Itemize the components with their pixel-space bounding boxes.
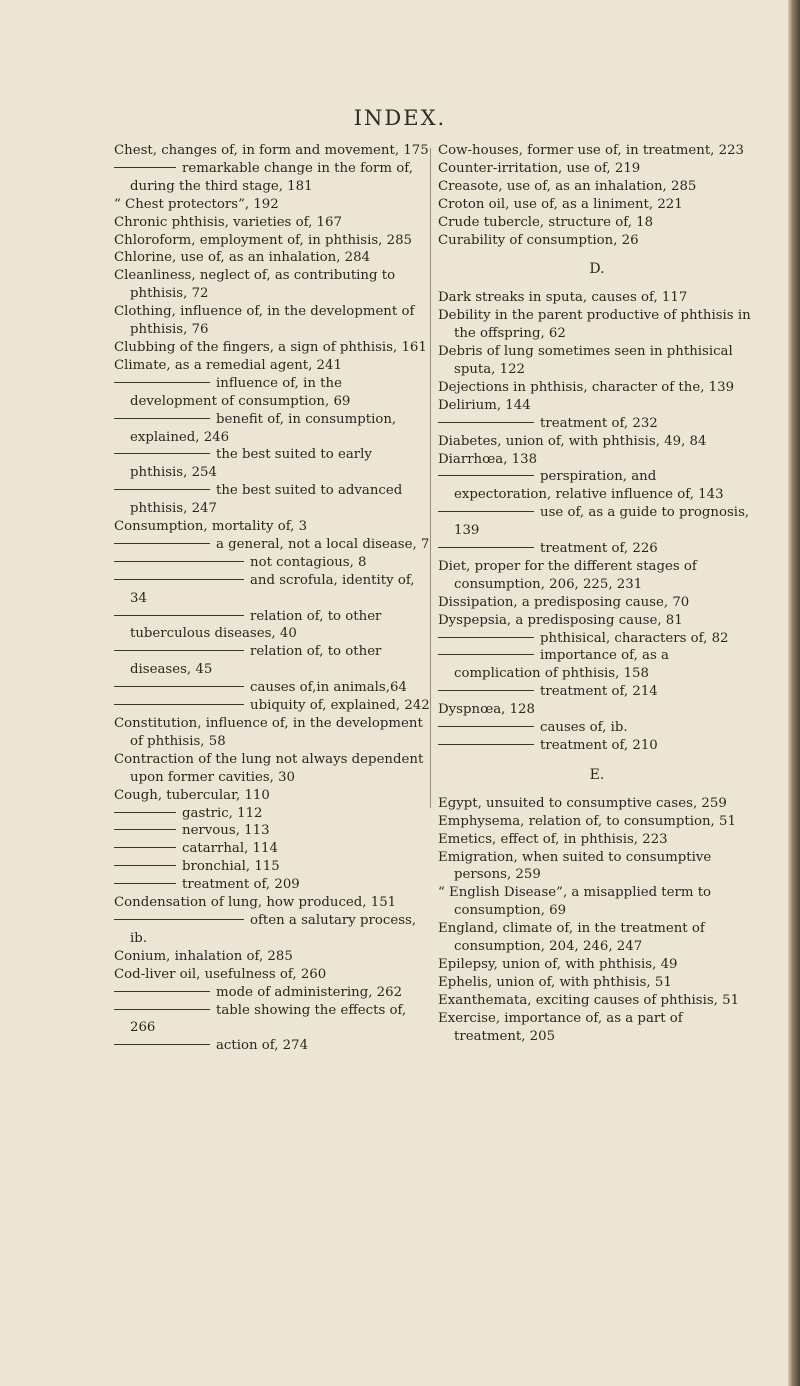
ditto-dash (114, 615, 244, 616)
section-letter: D. (589, 261, 605, 278)
index-entry (114, 232, 432, 250)
ditto-dash (114, 991, 210, 992)
ditto-dash (114, 919, 244, 920)
index-entry (438, 289, 756, 307)
index-entry (438, 612, 756, 630)
ditto-dash (114, 1009, 210, 1010)
index-entry (438, 142, 756, 160)
index-entry (438, 415, 756, 433)
index-entry (438, 540, 756, 558)
index-entry-text: Cleanliness, neglect of, as contributing to phthisis, 72 (114, 268, 396, 302)
index-entry (114, 876, 432, 894)
index-entry (438, 813, 756, 831)
index-entry (114, 751, 432, 787)
index-entry (114, 912, 432, 948)
index-entry-text: importance of, as a complication of phthisis, 158 (454, 648, 669, 682)
index-entry-text: treatment of, 214 (540, 684, 658, 700)
index-entry (114, 357, 432, 375)
index-entry (438, 1010, 756, 1046)
index-entry (438, 831, 756, 849)
index-entry (114, 214, 432, 232)
index-entry (114, 554, 432, 572)
ditto-dash (114, 1044, 210, 1045)
ditto-dash (438, 547, 534, 548)
index-entry (438, 683, 756, 701)
index-entry (114, 482, 432, 518)
index-entry (438, 719, 756, 737)
index-entry-text: a general, not a local disease, 7 (216, 536, 430, 552)
index-entry-text: remarkable change in the form of, during the third stage, 181 (130, 160, 413, 194)
index-entry (438, 379, 756, 397)
index-entry (438, 178, 756, 196)
index-entry (114, 518, 432, 536)
ditto-dash (438, 511, 534, 512)
index-entry-text: Chlorine, use of, as an inhalation, 284 (114, 250, 371, 266)
index-entry (114, 142, 432, 160)
ditto-dash (114, 812, 176, 813)
index-entry (114, 249, 432, 267)
index-entry-text: Climate, as a remedial agent, 241 (114, 357, 342, 373)
index-entry (114, 160, 432, 196)
ditto-dash (438, 726, 534, 727)
index-entry (114, 966, 432, 984)
index-entry-text: treatment of, 232 (540, 415, 658, 431)
index-entry-text: Emigration, when suited to consumptive persons, 259 (438, 849, 712, 883)
index-entry-text: the best suited to advanced phthisis, 247 (130, 483, 403, 517)
index-entry-text: Dyspepsia, a predisposing cause, 81 (438, 612, 683, 628)
index-entry (114, 267, 432, 303)
ditto-dash (114, 489, 210, 490)
index-entry (438, 647, 756, 683)
index-entry-text: mode of administering, 262 (216, 984, 403, 1000)
index-entry-text: Constitution, influence of, in the development of phthisis, 58 (114, 716, 423, 749)
index-entry (438, 594, 756, 612)
index-entry (438, 307, 756, 343)
index-entry-text: Dissipation, a predisposing cause, 70 (438, 594, 690, 610)
index-entry (438, 558, 756, 594)
index-entry-text: bronchial, 115 (182, 859, 280, 875)
index-entry (114, 572, 432, 608)
index-entry (114, 787, 432, 805)
ditto-dash (114, 382, 210, 383)
index-entry-text: “ English Disease”, a misapplied term to consumption, 69 (438, 885, 712, 919)
index-entry-text: and scrofula, identity of, 34 (130, 572, 415, 606)
ditto-dash (114, 829, 176, 830)
index-entry-text: Conium, inhalation of, 285 (114, 948, 293, 964)
index-entry (114, 196, 432, 214)
index-entry-text: Diabetes, union of, with phthisis, 49, 84 (438, 433, 707, 449)
ditto-dash (114, 847, 176, 848)
index-entry-text: Emphysema, relation of, to consumption, 51 (438, 813, 736, 829)
page-edge (788, 0, 800, 1386)
index-entry (114, 446, 432, 482)
index-entry-text: “ Chest protectors”, 192 (114, 196, 279, 212)
index-entry (438, 974, 756, 992)
index-entry (438, 956, 756, 974)
index-entry-text: Exercise, importance of, as a part of treatment, 205 (438, 1010, 683, 1044)
ditto-dash (438, 422, 534, 423)
index-entry-text: Chronic phthisis, varieties of, 167 (114, 214, 342, 230)
index-entry-text: Ephelis, union of, with phthisis, 51 (438, 974, 672, 990)
index-entry-text: gastric, 112 (182, 805, 263, 821)
index-entry-text: Crude tubercle, structure of, 18 (438, 214, 654, 230)
index-entry-text: Cough, tubercular, 110 (114, 787, 270, 803)
index-entry (438, 920, 756, 956)
index-entry (438, 884, 756, 920)
index-entry (438, 451, 756, 469)
index-entry-text: Dyspnœa, 128 (438, 702, 535, 718)
index-entry (438, 737, 756, 755)
index-entry-text: table showing the effects of, 266 (130, 1002, 407, 1036)
index-entry-text: Croton oil, use of, as a liniment, 221 (438, 196, 683, 212)
index-entry (114, 840, 432, 858)
index-entry (438, 504, 756, 540)
index-entry-text: Contraction of the lung not always dependent upon former cavities, 30 (114, 751, 424, 785)
ditto-dash (114, 579, 244, 580)
index-entry-text: causes of,in animals,64 (250, 680, 407, 696)
index-column-right (438, 142, 756, 1046)
index-entry-text: Debris of lung sometimes seen in phthisical sputa, 122 (438, 344, 733, 377)
index-entry-text: Clothing, influence of, in the development of phthisis, 76 (114, 304, 415, 338)
index-entry-text: Cod-liver oil, usefulness of, 260 (114, 966, 327, 982)
index-entry-text: Diet, proper for the different stages of consumption, 206, 225, 231 (438, 558, 697, 592)
index-entry (438, 397, 756, 415)
index-entry (438, 468, 756, 504)
ditto-dash (438, 475, 534, 476)
index-entry (114, 679, 432, 697)
ditto-dash (438, 690, 534, 691)
index-entry-text: relation of, to other diseases, 45 (130, 644, 382, 678)
index-entry-text: Dark streaks in sputa, causes of, 117 (438, 290, 688, 306)
index-entry-text: Chest, changes of, in form and movement, 175 (114, 143, 429, 158)
index-entry (438, 795, 756, 813)
index-entry (114, 894, 432, 912)
index-entry-text: Delirium, 144 (438, 397, 531, 413)
index-entry (114, 697, 432, 715)
index-entry-text: not contagious, 8 (250, 554, 367, 570)
ditto-dash (114, 453, 210, 454)
index-entry (114, 858, 432, 876)
index-entry-text: Exanthemata, exciting causes of phthisis, 51 (438, 992, 740, 1008)
index-entry-text: Cow-houses, former use of, in treatment, 223 (438, 143, 744, 158)
index-entry-text: phthisical, characters of, 82 (540, 630, 729, 646)
index-entry (114, 303, 432, 339)
index-entry-text: perspiration, and expectoration, relative influence of, 143 (454, 469, 724, 503)
index-entry-text: Creasote, use of, as an inhalation, 285 (438, 178, 697, 194)
ditto-dash (114, 704, 244, 705)
index-entry-text: treatment of, 209 (182, 877, 300, 893)
index-entry-text: causes of, ib. (540, 720, 628, 736)
index-entry (114, 339, 432, 357)
index-entry-text: catarrhal, 114 (182, 841, 278, 857)
ditto-dash (114, 543, 210, 544)
index-entry-text: Debility in the parent productive of phthisis in the offspring, 62 (438, 308, 751, 342)
index-entry (114, 643, 432, 679)
ditto-dash (114, 418, 210, 419)
index-entry (438, 433, 756, 451)
index-entry (114, 822, 432, 840)
index-entry-text: Emetics, effect of, in phthisis, 223 (438, 831, 668, 847)
index-entry (114, 715, 432, 751)
index-entry (438, 992, 756, 1010)
index-entry-text: Curability of consumption, 26 (438, 232, 639, 248)
ditto-dash (114, 167, 176, 168)
index-entry-text: ubiquity of, explained, 242 (250, 698, 430, 714)
index-entry (438, 630, 756, 648)
index-entry (114, 536, 432, 554)
index-entry (114, 805, 432, 823)
index-entry (438, 701, 756, 719)
index-entry (114, 948, 432, 966)
index-entry-text: treatment of, 226 (540, 541, 658, 557)
index-entry-text: England, climate of, in the treatment of consumption, 204, 246, 247 (438, 921, 705, 955)
index-entry-text: Consumption, mortality of, 3 (114, 519, 308, 535)
index-entry-text: use of, as a guide to prognosis, 139 (454, 505, 750, 539)
index-entry (114, 411, 432, 447)
index-entry (438, 160, 756, 178)
ditto-dash (438, 744, 534, 745)
index-entry (114, 375, 432, 411)
ditto-dash (114, 883, 176, 884)
index-entry-text: Counter-irritation, use of, 219 (438, 160, 641, 176)
index-entry-text: Dejections in phthisis, character of the, 139 (438, 379, 735, 395)
index-entry (438, 214, 756, 232)
index-entry-text: the best suited to early phthisis, 254 (130, 447, 372, 481)
index-entry (438, 849, 756, 885)
index-entry-text: action of, 274 (216, 1038, 309, 1054)
index-entry-text: Clubbing of the fingers, a sign of phthisis, 161 (114, 339, 427, 355)
ditto-dash (438, 637, 534, 638)
index-column-left (114, 142, 432, 1055)
ditto-dash (114, 561, 244, 562)
index-entry-text: Chloroform, employment of, in phthisis, 285 (114, 232, 412, 248)
index-entry (438, 343, 756, 379)
section-letter: E. (589, 766, 605, 783)
index-entry-text: treatment of, 210 (540, 738, 658, 753)
index-entry-text: Condensation of lung, how produced, 151 (114, 895, 397, 911)
ditto-dash (114, 650, 244, 651)
page-title: INDEX. (353, 106, 447, 130)
ditto-dash (114, 686, 244, 687)
index-entry (114, 984, 432, 1002)
index-entry-text: often a salutary process, ib. (130, 912, 417, 946)
index-entry (114, 1002, 432, 1038)
index-entry-text: nervous, 113 (182, 823, 270, 839)
index-entry (114, 1037, 432, 1055)
index-entry (438, 232, 756, 250)
index-entry-text: influence of, in the development of consumption, 69 (130, 375, 351, 409)
index-entry-text: Egypt, unsuited to consumptive cases, 259 (438, 795, 727, 811)
index-entry-text: benefit of, in consumption, explained, 246 (130, 411, 397, 445)
ditto-dash (114, 865, 176, 866)
ditto-dash (438, 654, 534, 655)
index-entry-text: Epilepsy, union of, with phthisis, 49 (438, 956, 678, 972)
index-entry-text: Diarrhœa, 138 (438, 451, 538, 467)
index-entry-text: relation of, to other tuberculous diseases, 40 (130, 608, 382, 642)
index-entry (438, 196, 756, 214)
index-entry (114, 608, 432, 644)
